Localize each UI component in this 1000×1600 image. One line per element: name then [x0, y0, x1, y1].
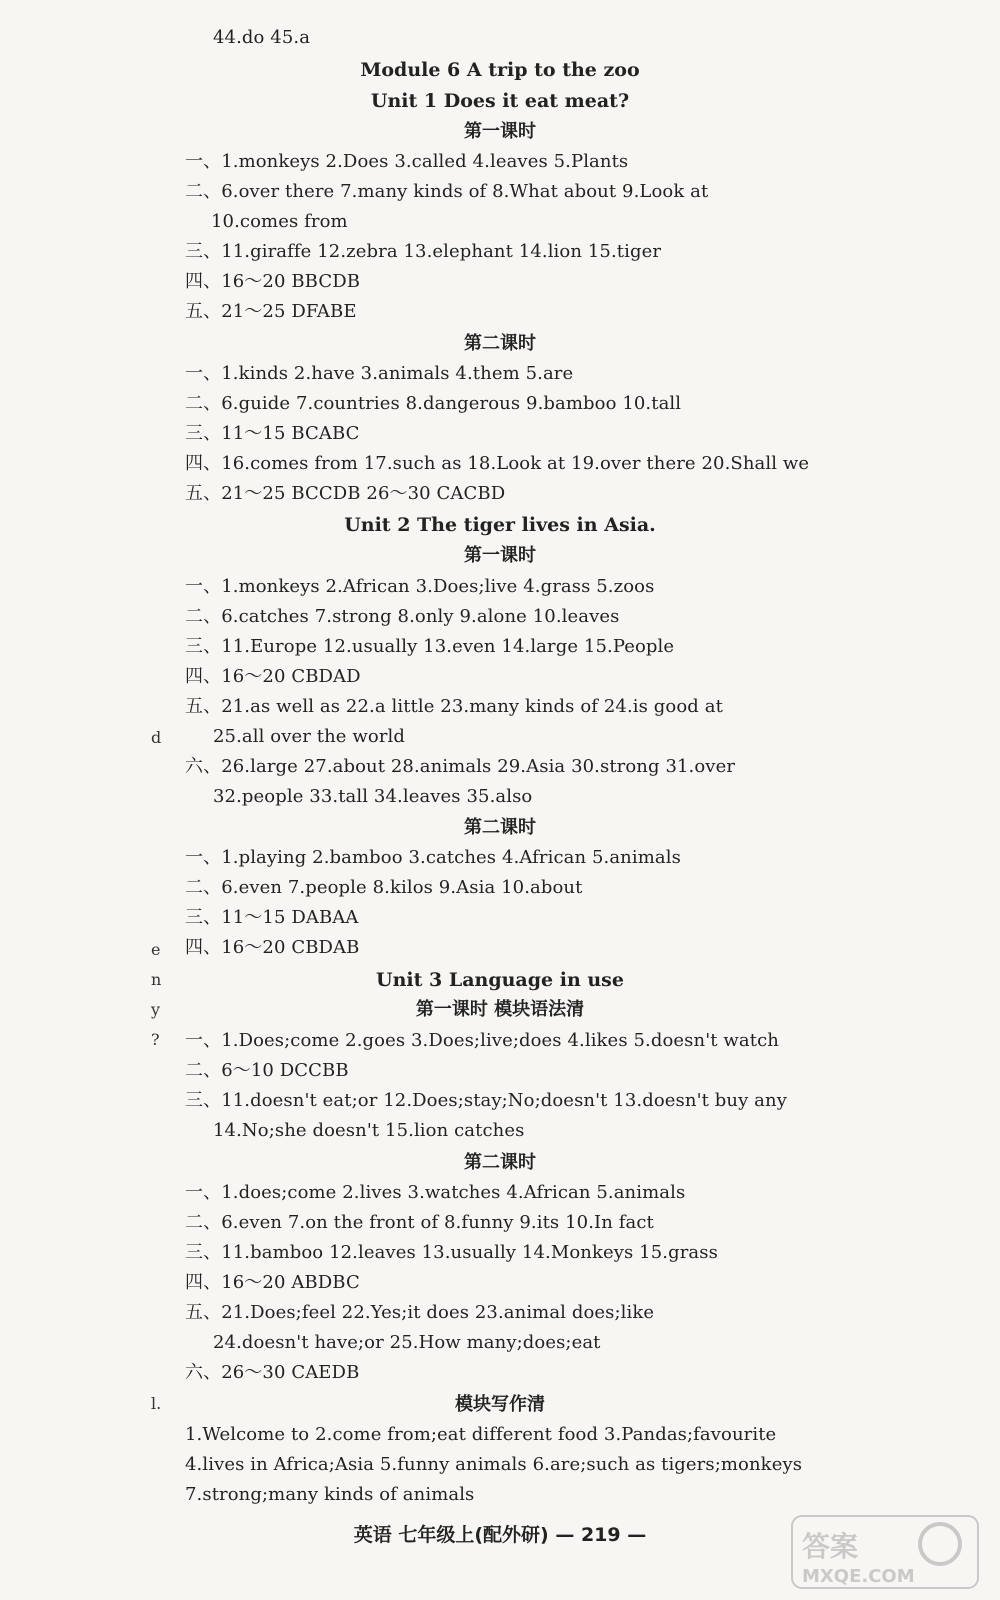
answer-line: 六、26～30 CAEDB [185, 1362, 360, 1383]
answer-line: 14.No;she doesn't 15.lion catches [213, 1120, 525, 1141]
answer-line: 二、6.even 7.on the front of 8.funny 9.its 10.In fact [185, 1212, 654, 1233]
answer-line: 四、16～20 ABDBC [185, 1272, 360, 1293]
answer-line: 二、6.catches 7.strong 8.only 9.alone 10.leaves [185, 606, 620, 627]
module-title: Module 6 A trip to the zoo [360, 59, 640, 81]
writing-title: 模块写作清 [455, 1394, 545, 1415]
answer-line: 4.lives in Africa;Asia 5.funny animals 6.are;such as tigers;monkeys [185, 1454, 803, 1475]
top-answers: 44.do 45.a [213, 27, 311, 48]
margin-mark: ? [151, 1030, 160, 1049]
answer-line: 25.all over the world [213, 726, 406, 747]
answer-line: 一、1.Does;come 2.goes 3.Does;live;does 4.likes 5.doesn't watch [185, 1030, 779, 1051]
answer-line: 四、16.comes from 17.such as 18.Look at 19.over there 20.Shall we [185, 453, 810, 474]
answer-line: 四、16～20 BBCDB [185, 271, 361, 292]
answer-line: 7.strong;many kinds of animals [185, 1484, 475, 1505]
answer-line: 三、11.doesn't eat;or 12.Does;stay;No;doesn't 13.doesn't buy any [185, 1090, 787, 1111]
answer-line: 二、6.even 7.people 8.kilos 9.Asia 10.about [185, 877, 583, 898]
answer-line: 一、1.does;come 2.lives 3.watches 4.African 5.animals [185, 1182, 686, 1203]
answer-line: 一、1.monkeys 2.Does 3.called 4.leaves 5.Plants [185, 151, 629, 172]
margin-mark: l. [151, 1394, 162, 1413]
answer-line: 五、21.Does;feel 22.Yes;it does 23.animal does;like [185, 1302, 655, 1323]
svg-text:答案: 答案 [802, 1530, 859, 1563]
answer-line: 24.doesn't have;or 25.How many;does;eat [213, 1332, 601, 1353]
unit2-lesson1-title: 第一课时 [464, 545, 536, 566]
answer-line: 五、21～25 BCCDB 26～30 CACBD [185, 483, 506, 504]
answer-line: 一、1.playing 2.bamboo 3.catches 4.African 5.animals [185, 847, 681, 868]
unit3-title: Unit 3 Language in use [376, 969, 624, 991]
answer-line: 二、6.over there 7.many kinds of 8.What about 9.Look at [185, 181, 709, 202]
unit3-lesson2-title: 第二课时 [464, 1152, 536, 1173]
answer-line: 三、11.Europe 12.usually 13.even 14.large 15.People [185, 636, 675, 657]
footer-text: 英语 七年级上(配外研) — 219 — [353, 1524, 647, 1546]
answer-line: 四、16～20 CBDAB [185, 937, 360, 958]
answer-line: 一、1.kinds 2.have 3.animals 4.them 5.are [185, 363, 574, 384]
answer-line: 32.people 33.tall 34.leaves 35.also [213, 786, 533, 807]
answer-line: 1.Welcome to 2.come from;eat different food 3.Pandas;favourite [185, 1424, 777, 1445]
answer-line: 六、26.large 27.about 28.animals 29.Asia 30.strong 31.over [185, 756, 736, 777]
unit1-lesson2-title: 第二课时 [464, 333, 536, 354]
svg-text:MXQE.COM: MXQE.COM [802, 1566, 915, 1587]
margin-mark: d [151, 728, 162, 747]
unit2-title: Unit 2 The tiger lives in Asia. [344, 514, 656, 536]
answer-line: 三、11.giraffe 12.zebra 13.elephant 14.lion 15.tiger [185, 241, 662, 262]
answer-line: 10.comes from [211, 211, 348, 232]
answer-line: 二、6.guide 7.countries 8.dangerous 9.bamboo 10.tall [185, 393, 682, 414]
margin-mark: y [151, 1000, 161, 1019]
unit3-lesson1-title: 第一课时 模块语法清 [415, 999, 585, 1020]
margin-mark: e [151, 940, 161, 959]
unit2-lesson2-title: 第二课时 [464, 817, 536, 838]
answer-line: 四、16～20 CBDAD [185, 666, 361, 687]
answer-line: 五、21.as well as 22.a little 23.many kinds of 24.is good at [185, 696, 723, 717]
answer-line: 三、11.bamboo 12.leaves 13.usually 14.Monkeys 15.grass [185, 1242, 718, 1263]
margin-mark: n [151, 970, 162, 989]
unit1-lesson1-title: 第一课时 [464, 121, 536, 142]
answer-line: 二、6～10 DCCBB [185, 1060, 349, 1081]
answer-line: 三、11～15 DABAA [185, 907, 359, 928]
answer-line: 五、21～25 DFABE [185, 301, 357, 322]
watermark-logo [790, 1512, 980, 1592]
answer-line: 三、11～15 BCABC [185, 423, 360, 444]
unit1-title: Unit 1 Does it eat meat? [370, 90, 630, 112]
answer-line: 一、1.monkeys 2.African 3.Does;live 4.grass 5.zoos [185, 576, 655, 597]
